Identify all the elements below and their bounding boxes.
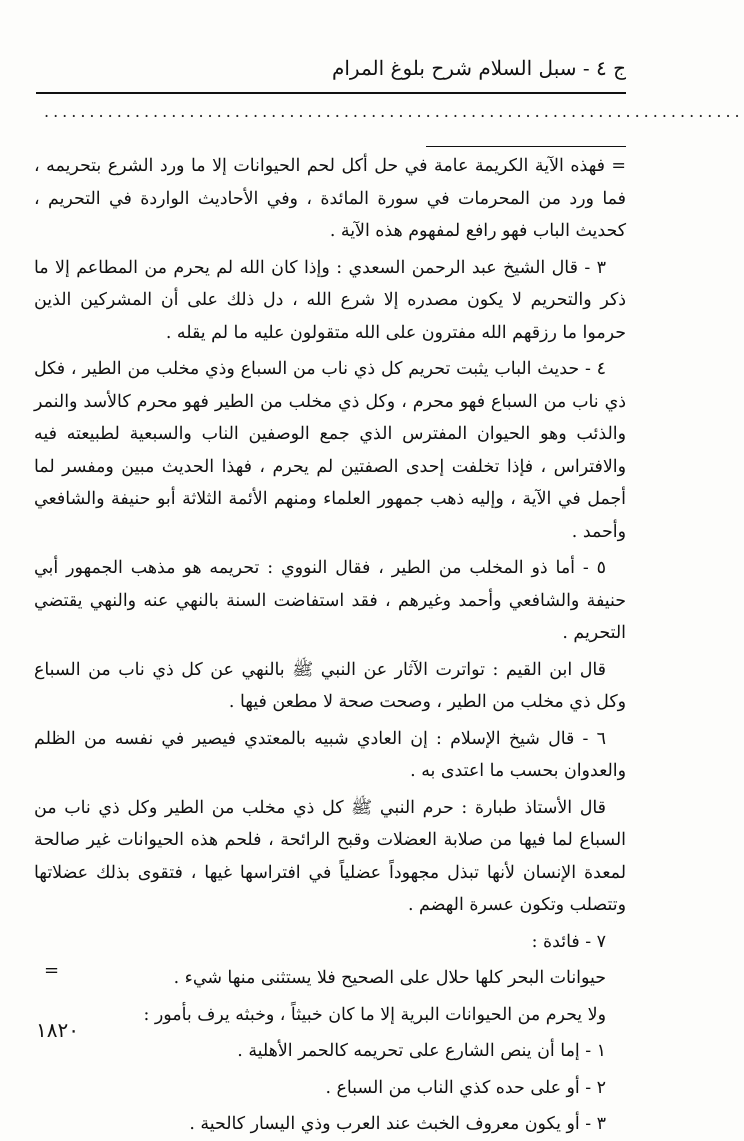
omitted-text-dots: ............................................................................. (44, 102, 744, 121)
list-item-1: ١ - إما أن ينص الشارع على تحريمه كالحمر الأهلية . (237, 1041, 606, 1061)
paragraph-4: ٥ - أما ذو المخلب من الطير ، فقال النووي : تحريمه هو مذهب الجمهور أبي حنيفة والشافعي وأحمد وغيرهم ، فقد استفاضت السنة بالنهي عنه والنهي يقتضي التحريم . (34, 558, 626, 643)
header-rule (36, 92, 626, 94)
paragraph-7: قال الأستاذ طبارة : حرم النبي ﷺ كل ذي مخلب من الطير وكل ذي ناب من السباع لما فيها من صلابة العضلات وقبح الرائحة ، فلحم هذه الحيوانات غير صالحة لمعدة الإنسان لأنها تبذل مجهوداً عضلياً في افتراسها غيها ، فتقوى بذلك عضلاتها وتتصلب وتكون عسرة الهضم . (34, 797, 626, 915)
running-header: ج ٤ - سبل السلام شرح بلوغ المرام (331, 56, 626, 80)
paragraph-8: ٧ - فائدة : (531, 931, 606, 952)
paragraph-1: = فهذه الآية الكريمة عامة في حل أكل لحم الحيوانات إلا ما ورد الشرع بتحريمه ، فما ورد من المحرمات في سورة المائدة ، وفي الأحاديث الواردة في التحريم ، كحديث الباب فهو رافع لمفهوم هذه الآية . (34, 156, 626, 241)
page-number: ١٨٢٠ (36, 1018, 79, 1042)
footnote-separator (426, 146, 626, 147)
list-item-2: ٢ - أو على حده كذي الناب من السباع . (325, 1077, 606, 1098)
paragraph-5: قال ابن القيم : تواترت الآثار عن النبي ﷺ بالنهي عن كل ذي ناب من السباع وكل ذي مخلب من الطير ، وصحت صحة لا مطعن فيها . (34, 659, 626, 712)
continuation-mark: = (44, 960, 60, 981)
paragraph-10: ولا يحرم من الحيوانات البرية إلا ما كان خبيثاً ، وخبثه يرف بأمور : (143, 1004, 606, 1025)
paragraph-2: ٣ - قال الشيخ عبد الرحمن السعدي : وإذا كان الله لم يحرم من المطاعم إلا ما ذكر والتحريم لا يكون مصدره إلا شرع الله ، دل ذلك على أن المشركين الذين حرموا ما رزقهم الله مفترون على الله متقولون عليه ما لم يقله . (34, 257, 626, 343)
paragraph-3: ٤ - حديث الباب يثبت تحريم كل ذي ناب من السباع وذي مخلب من الطير ، فكل ذي ناب من السباع فهو محرم ، وكل ذي مخلب من الطير فهو محرم كالأسد والنمر والذئب وهو الحيوان المفترس الذي جمع الوصفين الناب والسبعية لطبيعته فيه والافتراس ، فإذا تخلفت إحدى الصفتين لم يحرم ، فهذا الحديث مبين ومفسر لما أجمل في الآية ، وإليه ذهب جمهور العلماء ومنهم الأئمة الثلاثة أبو حنيفة والشافعي وأحمد . (34, 359, 626, 542)
paragraph-6: ٦ - قال شيخ الإسلام : إن العادي شبيه بالمعتدي فيصير في نفسه من الظلم والعدوان بحسب ما اعتدى به . (34, 728, 626, 781)
list-item-3: ٣ - أو يكون معروف الخبث عند العرب وذي اليسار كالحية . (189, 1114, 606, 1134)
paragraph-9: حيوانات البحر كلها حلال على الصحيح فلا يستثنى منها شيء . (173, 968, 606, 988)
